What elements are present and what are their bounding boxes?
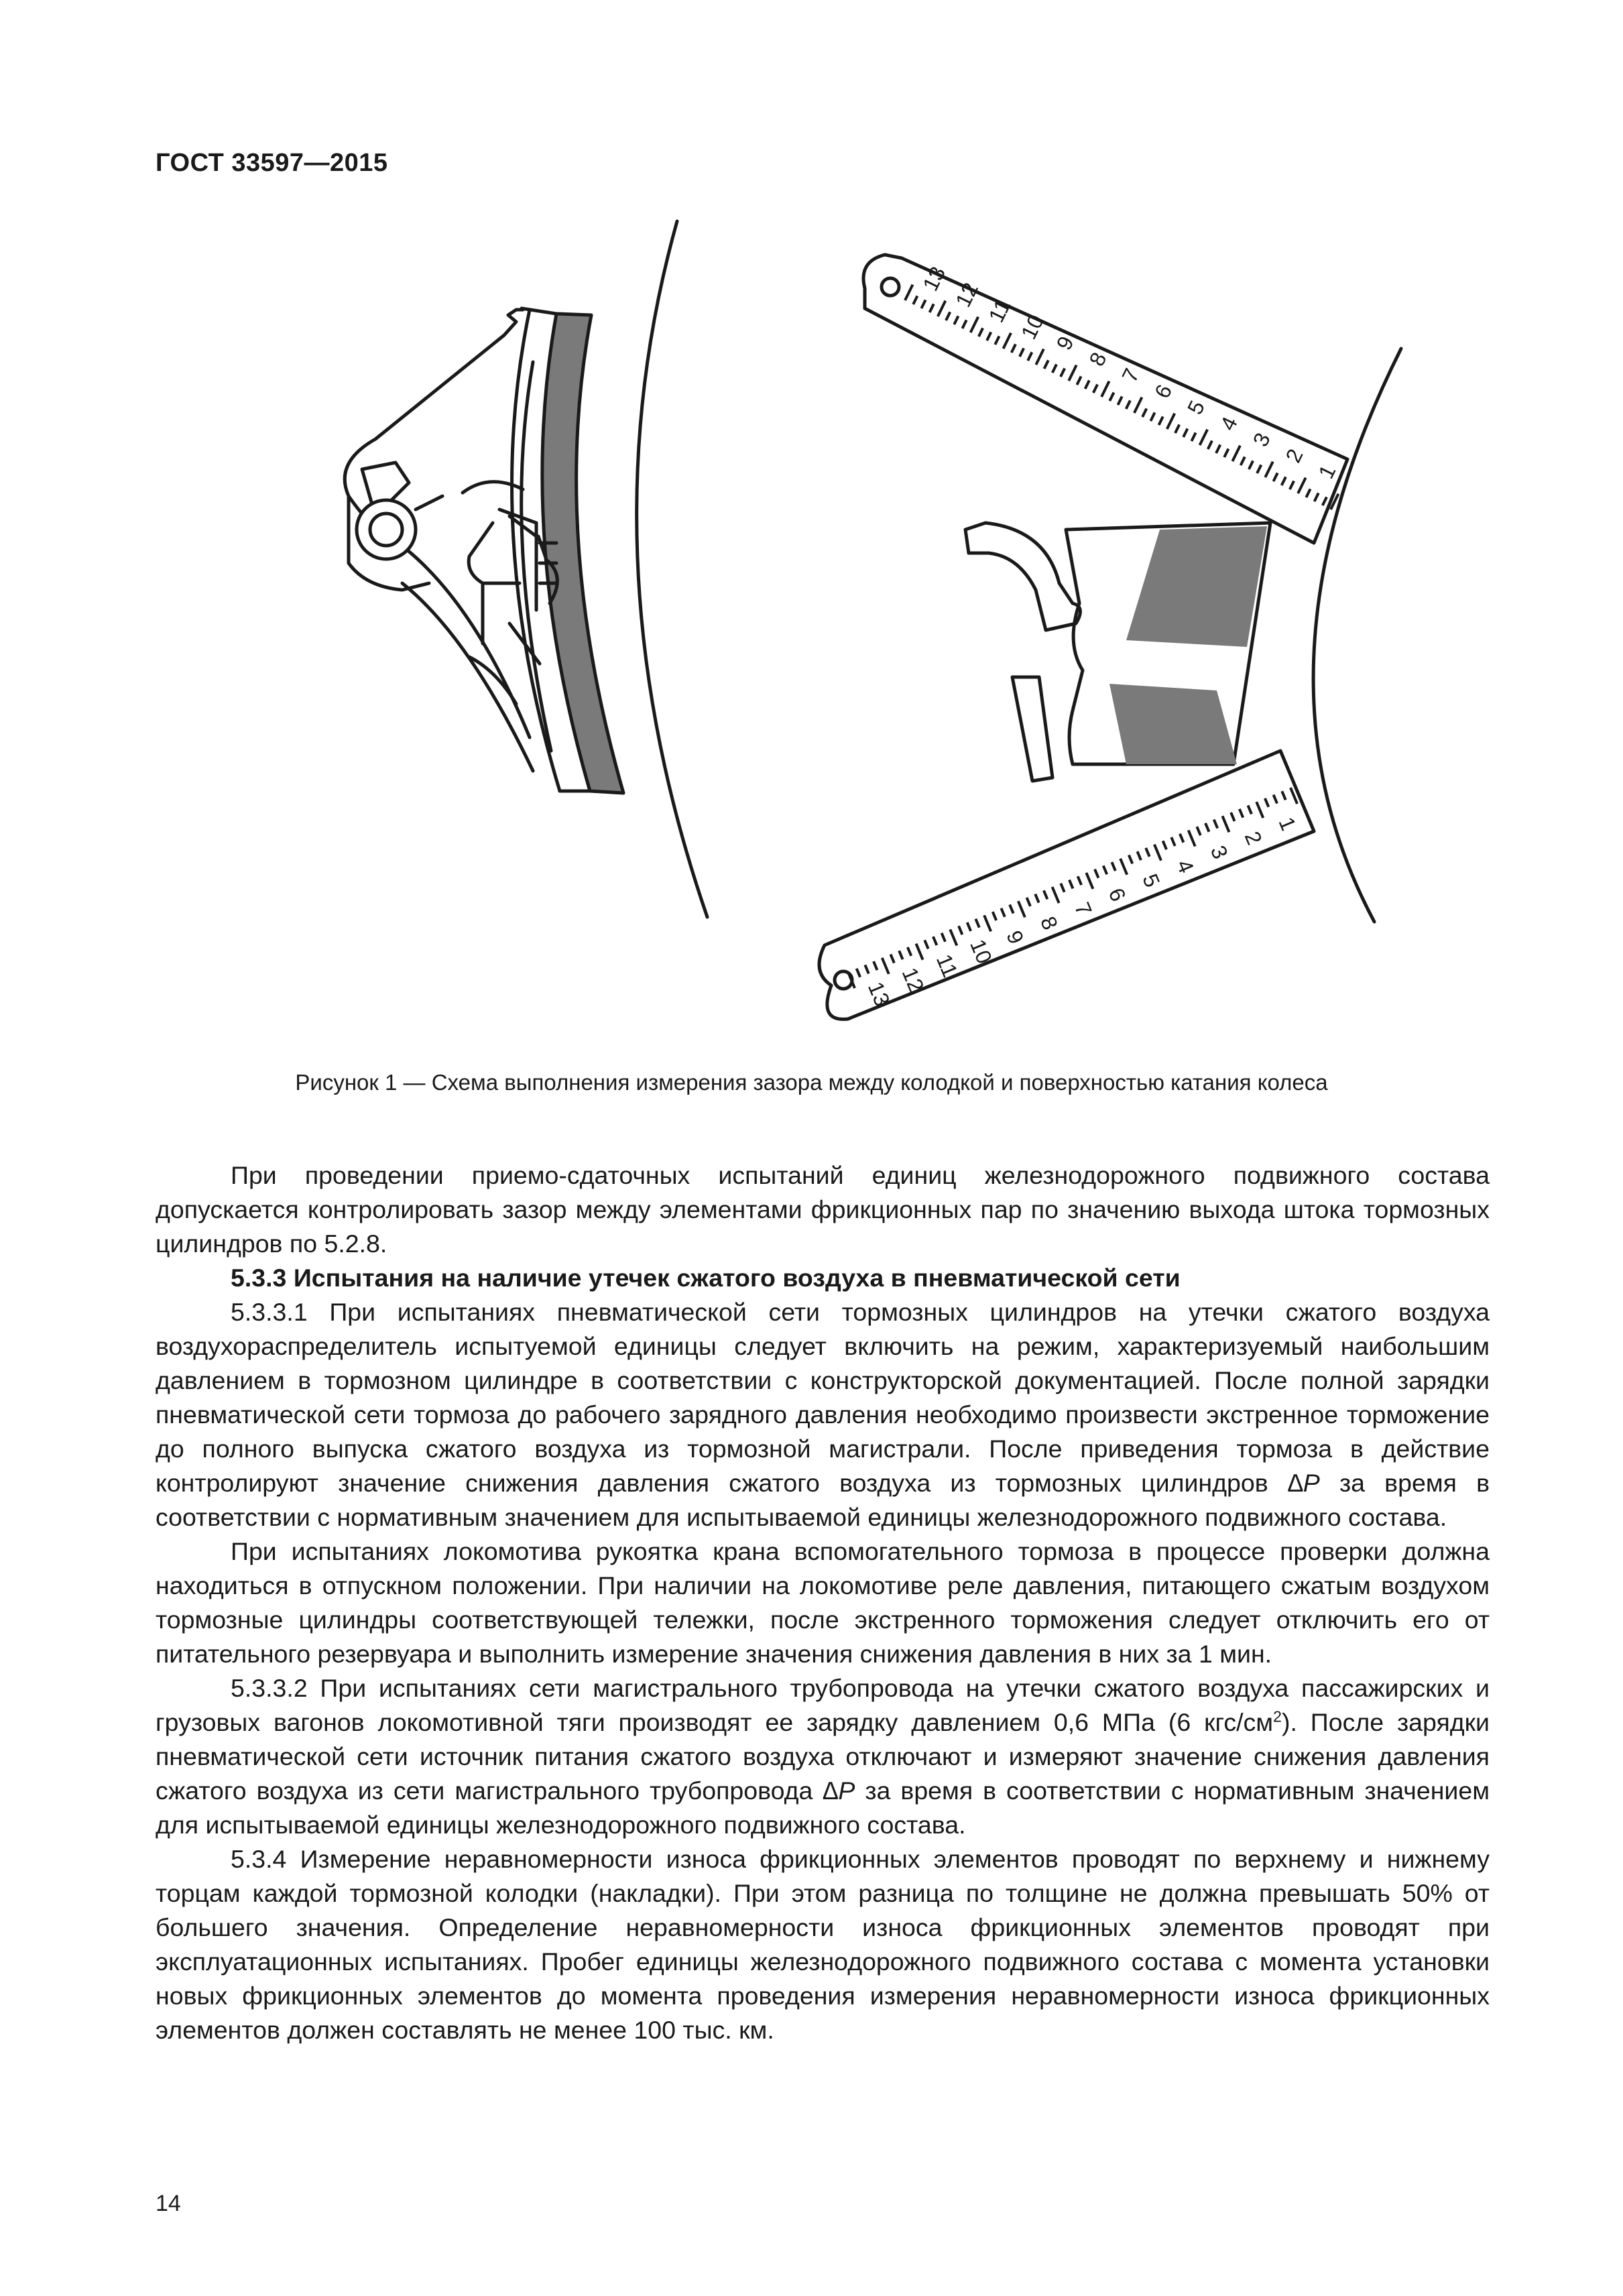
ruler-tick-label: 6 xyxy=(1150,380,1177,402)
paragraph-5-3-3-1-text: 5.3.3.1 При испытаниях пневматической сети тормозных цилиндров на утечки сжатого воздуха воздухораспределитель испытуемой единицы следует включить на режим, характеризуемый наибольшим давлением в тормозном цилиндре в соответствии с конструкторской документацией. После полной зарядки пневматической сети тормоза до рабочего зарядного давления необходимо произвести экстренное торможение до полного выпуска сжатого воздуха из тормозной магистрали. После приведения тормоза в действие контролируют значение снижения давления сжатого воздуха из тормозных цилиндров xyxy=(156,1298,1490,1497)
ruler-tick-label: 8 xyxy=(1036,912,1063,934)
ruler-tick-label: 12 xyxy=(951,278,983,311)
delta-p-symbol: ∆P xyxy=(1287,1469,1320,1497)
ruler-tick-label: 5 xyxy=(1138,870,1165,891)
ruler-tick-label: 9 xyxy=(1002,926,1029,948)
ruler-tick-label: 13 xyxy=(863,978,895,1010)
paragraph-5-3-3-1 xyxy=(156,1295,1490,1534)
ruler-tick-label: 7 xyxy=(1117,364,1144,386)
section-heading-5-3-3: 5.3.3 Испытания на наличие утечек сжатого воздуха в пневматической сети xyxy=(231,1264,1181,1292)
ruler-tick-label: 6 xyxy=(1103,884,1131,905)
ruler-tick-label: 4 xyxy=(1172,856,1199,877)
ruler-tick-label: 11 xyxy=(931,951,963,981)
paragraph-5-3-3-2-mid: ). После зарядки пневматической сети источник питания сжатого воздуха отключают и измеряют значение снижения давления сжатого воздуха из сети магистрального трубопровода xyxy=(156,1708,1490,1805)
paragraph-5-3-3-2-tail: за время в соответствии с нормативным значением для испытываемой единицы железнодорожного подвижного состава. xyxy=(156,1776,1490,1839)
ruler-tick-label: 9 xyxy=(1051,332,1079,354)
ruler-tick-label: 1 xyxy=(1313,461,1341,483)
ruler-tick-label: 3 xyxy=(1248,428,1275,450)
body-text xyxy=(156,1158,1490,2047)
gauge-drawing xyxy=(819,255,1401,1019)
ruler-tick-label: 3 xyxy=(1205,842,1233,863)
ruler-tick-label: 11 xyxy=(983,295,1016,326)
ruler-tick-label: 8 xyxy=(1084,348,1111,370)
document-id: ГОСТ 33597—2015 xyxy=(156,149,388,177)
superscript-2: 2 xyxy=(1273,1707,1282,1726)
ruler-tick-label: 13 xyxy=(918,262,951,295)
brake-shoe-drawing xyxy=(345,221,707,917)
ruler-tick-label: 12 xyxy=(897,964,929,995)
paragraph-5-3-3-2-text: 5.3.3.2 При испытаниях сети магистрального трубопровода на утечки сжатого воздуха пассажирских и грузовых вагонов локомотивной тяги производят ее зарядку давлением 0,6 МПа (6 кгс/см xyxy=(156,1674,1490,1736)
paragraph-locomotive: При испытаниях локомотива рукоятка крана вспомогательного тормоза в процессе проверки должна находиться в отпускном положении. При наличии на локомотиве реле давления, питающего сжатым воздухом тормозные цилиндры соответствующей тележки, после экстренного торможения следует отключить его от питательного резервуара и выполнить измерение значения снижения давления в них за 1 мин. xyxy=(156,1537,1490,1668)
ruler-tick-label: 4 xyxy=(1215,412,1242,434)
ruler-tick-label: 5 xyxy=(1182,396,1210,418)
brake-pad xyxy=(542,314,623,793)
ruler-top-outline xyxy=(863,255,1347,543)
page-number: 14 xyxy=(156,2191,181,2216)
paragraph-intro: При проведении приемо-сдаточных испытаний единиц железнодорожного подвижного состава допускается контролировать зазор между элементами фрикционных пар по значению выхода штока тормозных цилиндров по 5.2.8. xyxy=(156,1161,1490,1258)
ruler-tick-label: 7 xyxy=(1069,898,1097,919)
pad-lower xyxy=(1109,684,1237,764)
ruler-tick-label: 10 xyxy=(965,935,997,967)
ruler-tick-label: 10 xyxy=(1016,310,1048,343)
figure-caption: Рисунок 1 — Схема выполнения измерения зазора между колодкой и поверхностью катания колеса xyxy=(295,1070,1328,1095)
figure-brake-gap-diagram xyxy=(0,201,1623,1046)
ruler-tick-label: 2 xyxy=(1240,827,1267,849)
ruler-bottom-outline xyxy=(819,751,1314,1019)
ruler-tick-label: 1 xyxy=(1274,813,1301,835)
paragraph-5-3-4: 5.3.4 Измерение неравномерности износа фрикционных элементов проводят по верхнему и нижнему торцам каждой тормозной колодки (накладки). При этом разница по толщине не должна превышать 50% от большего значения. Определение неравномерности износа фрикционных элементов проводят при эксплуатационных испытаниях. Пробег единицы железнодорожного подвижного состава с момента установки новых фрикционных элементов до момента проведения измерения неравномерности износа фрикционных элементов должен составлять не менее 100 тыс. км. xyxy=(156,1845,1490,2044)
wheel-arc-left xyxy=(637,221,707,917)
paragraph-5-3-3-2 xyxy=(156,1671,1490,1842)
paragraph-5-3-3-1-tail: за время в соответствии с нормативным значением для испытываемой единицы железнодорожного подвижного состава. xyxy=(156,1469,1490,1531)
wheel-arc-right xyxy=(1313,349,1401,922)
ruler-tick-label: 2 xyxy=(1280,444,1308,467)
delta-p-symbol: ∆P xyxy=(823,1776,855,1805)
